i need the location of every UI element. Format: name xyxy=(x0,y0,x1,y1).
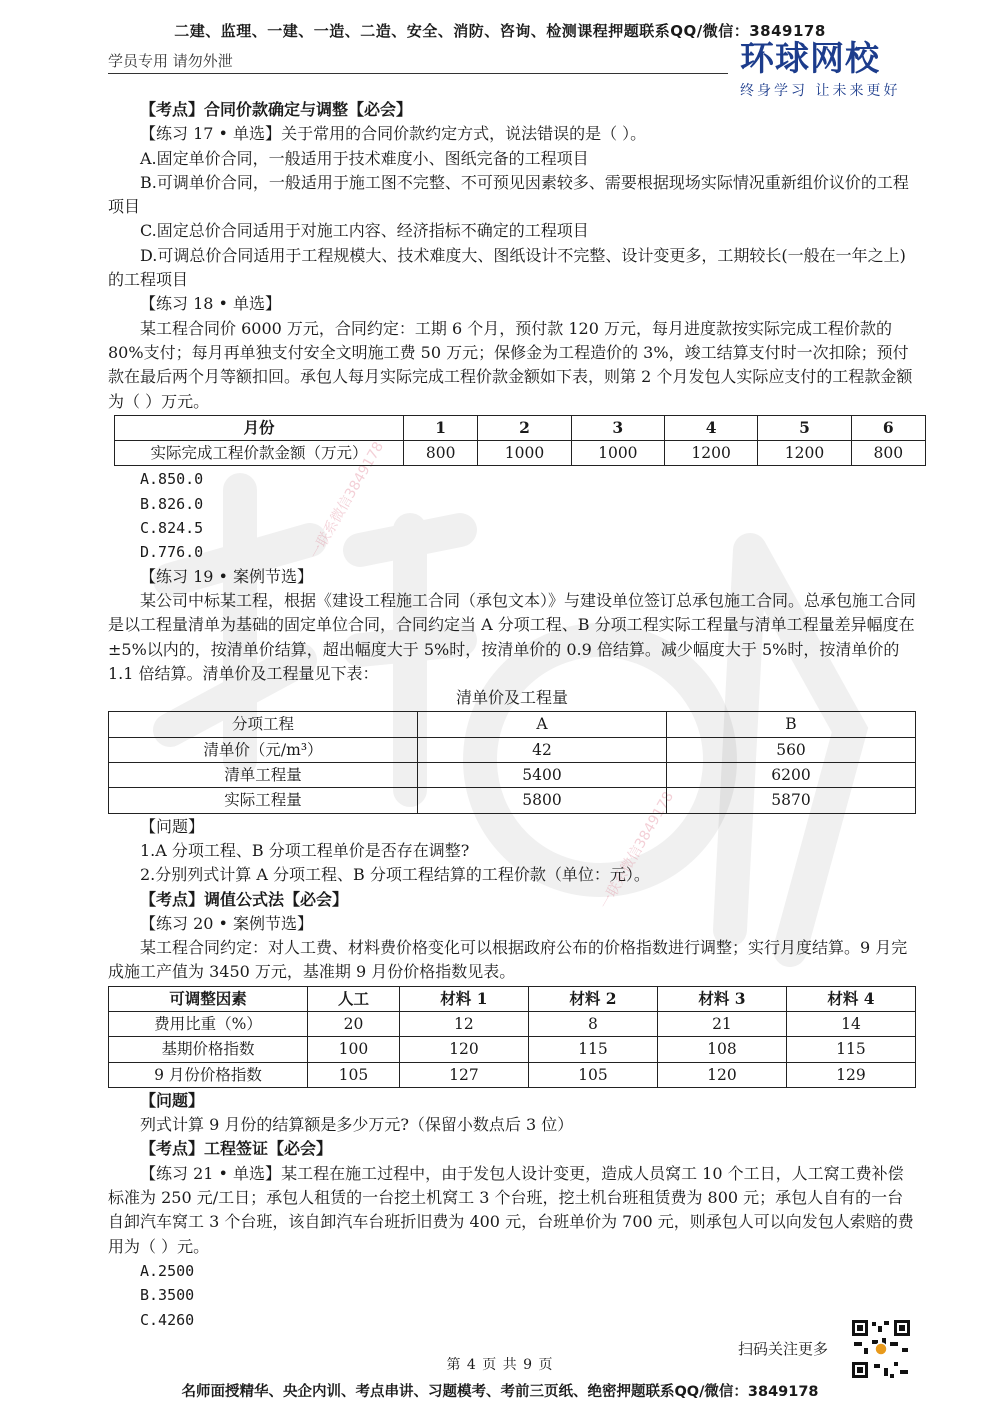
question-label: 【问题】 xyxy=(140,816,205,836)
bottom-banner: 名师面授精华、央企内训、考点串讲、习题模考、考前三页纸、绝密押题联系QQ/微信：3849178 xyxy=(181,1384,819,1400)
top-banner: 二建、监理、一建、一造、二造、安全、消防、咨询、检测课程押题联系QQ/微信：3849178 xyxy=(174,22,826,40)
table-cell: 14 xyxy=(786,1011,915,1036)
table-cell: 月份 xyxy=(115,415,404,440)
table-cell: 1 xyxy=(404,415,478,440)
question-label: 【问题】 xyxy=(140,1090,205,1110)
exercise-18-stem: 某工程合同价 6000 万元，合同约定：工期 6 个月，预付款 120 万元，每月进度款按实际完成工程价款的 80%支付；每月再单独支付安全文明施工费 50 万元；保修金为工程造价的 3%，竣工结算支付时一次扣除；预付款在最后两个月等额扣回。承包人每月实际完成工程价款金额如下表，则第 2 个月发包人实际应支付的工程款金额为（ ）万元。 xyxy=(108,318,913,411)
section-title: 【考点】调值公式法【必会】 xyxy=(140,889,349,909)
table-cell: 实际工程量 xyxy=(109,788,418,813)
table-cell: 材料 4 xyxy=(786,986,915,1011)
table-row xyxy=(109,986,916,1011)
table-cell: 6 xyxy=(851,415,925,440)
table-cell: 1200 xyxy=(758,441,851,466)
table-cell: 1000 xyxy=(478,441,571,466)
payment-table xyxy=(114,415,926,467)
table-cell: 材料 1 xyxy=(399,986,528,1011)
table-cell: 120 xyxy=(657,1062,786,1087)
table-cell: 清单工程量 xyxy=(109,763,418,788)
table-cell: 127 xyxy=(399,1062,528,1087)
table-row xyxy=(109,737,916,762)
table-cell: 8 xyxy=(528,1011,657,1036)
table-cell: 清单价（元/m³） xyxy=(109,737,418,762)
table-cell: 115 xyxy=(528,1037,657,1062)
quantity-table xyxy=(108,711,916,813)
exercise-21-option-b: B.3500 xyxy=(140,1286,195,1305)
exercise-17-option-c: C.固定总价合同适用于对施工内容、经济指标不确定的工程项目 xyxy=(140,221,589,241)
table-cell: 20 xyxy=(308,1011,400,1036)
table-row xyxy=(115,415,926,440)
exercise-21-option-c: C.4260 xyxy=(140,1310,195,1329)
header-divider xyxy=(108,73,728,74)
exercise-question: 关于常用的合同价款约定方式，说法错误的是（ ）。 xyxy=(281,124,647,144)
exercise-19-stem: 某公司中标某工程，根据《建设工程施工合同（承包文本）》与建设单位签订总承包施工合同。总承包施工合同是以工程量清单为基础的固定单位合同，合同约定当 A 分项工程、B 分项工程实际工程量与清单工程量差异幅度在±5%以内的，按清单价结算，超出幅度大于 5%时，按清单价的 0.9 倍结算。减少幅度大于 5%时，按清单价的 1.1 倍结算。清单价及工程量见下表： xyxy=(108,590,917,683)
table-cell: A xyxy=(418,712,667,737)
table-cell: 560 xyxy=(667,737,916,762)
table-cell: 2 xyxy=(478,415,571,440)
table-cell: 42 xyxy=(418,737,667,762)
exercise-17-option-b: B.可调单价合同，一般适用于施工图不完整、不可预见因素较多、需要根据现场实际情况重新组价议价的工程项目 xyxy=(108,172,909,217)
table-cell: 100 xyxy=(308,1037,400,1062)
table-cell: 129 xyxy=(786,1062,915,1087)
table-cell: 基期价格指数 xyxy=(109,1037,308,1062)
table-cell: 可调整因素 xyxy=(109,986,308,1011)
table-row xyxy=(109,1062,916,1087)
exercise-18-option-d: D.776.0 xyxy=(140,543,204,562)
exercise-20-question: 列式计算 9 月份的结算额是多少万元?（保留小数点后 3 位） xyxy=(140,1115,574,1135)
table-cell: 材料 2 xyxy=(528,986,657,1011)
section-title: 【考点】工程签证【必会】 xyxy=(140,1139,333,1159)
section-title: 【考点】合同价款确定与调整【必会】 xyxy=(140,100,413,119)
table-cell: 9 月份价格指数 xyxy=(109,1062,308,1087)
logo-slogan: 终身学习 让未来更好 xyxy=(740,83,901,99)
price-index-table xyxy=(108,986,916,1088)
exercise-18-option-b: B.826.0 xyxy=(140,494,204,513)
table-row xyxy=(109,1037,916,1062)
exercise-20-stem: 某工程合同约定：对人工费、材料费价格变化可以根据政府公布的价格指数进行调整；实行月度结算。9 月完成施工产值为 3450 万元，基准期 9 月份价格指数见表。 xyxy=(108,938,908,982)
table-cell: 1200 xyxy=(664,441,757,466)
table-cell: 12 xyxy=(399,1011,528,1036)
table-row xyxy=(109,763,916,788)
table-caption: 清单价及工程量 xyxy=(455,688,568,708)
table-cell: 1000 xyxy=(571,441,664,466)
exercise-19-question-1: 1.A 分项工程、B 分项工程单价是否存在调整? xyxy=(140,840,470,860)
exercise-17-option-d: D.可调总价合同适用于工程规模大、技术难度大、图纸设计不完整、设计变更多，工期较长(一般在一年之上)的工程项目 xyxy=(108,245,906,290)
table-cell: 21 xyxy=(657,1011,786,1036)
exercise-18-label: 【练习 18 • 单选】 xyxy=(140,294,282,314)
table-row xyxy=(109,1011,916,1036)
exercise-20-label: 【练习 20 • 案例节选】 xyxy=(140,913,314,933)
watermark-text-1: 一联系微信3849178 xyxy=(307,439,388,562)
exercise-18-option-c: C.824.5 xyxy=(140,519,204,538)
table-cell: 800 xyxy=(851,441,925,466)
exercise-19-question-2: 2.分别列式计算 A 分项工程、B 分项工程结算的工程价款（单位：元）。 xyxy=(140,865,650,885)
exercise-21-option-a: A.2500 xyxy=(140,1261,195,1280)
watermark-text-2: 一联系微信3849178 xyxy=(597,789,678,912)
exercise-label: 【练习 17 • 单选】 xyxy=(140,124,282,144)
document-body xyxy=(108,98,916,1332)
table-cell: 分项工程 xyxy=(109,712,418,737)
table-cell: 800 xyxy=(404,441,478,466)
table-cell: 105 xyxy=(528,1062,657,1087)
table-cell: 实际完成工程价款金额（万元） xyxy=(115,441,404,466)
table-cell: 3 xyxy=(571,415,664,440)
qr-note: 扫码关注更多 xyxy=(738,1340,829,1358)
exercise-18-option-a: A.850.0 xyxy=(140,470,204,489)
student-note: 学员专用 请勿外泄 xyxy=(108,52,233,70)
table-cell: 5400 xyxy=(418,763,667,788)
exercise-19-label: 【练习 19 • 案例节选】 xyxy=(140,566,314,586)
brand-logo xyxy=(740,40,920,100)
table-cell: 5 xyxy=(758,415,851,440)
table-cell: 人工 xyxy=(308,986,400,1011)
table-cell: B xyxy=(667,712,916,737)
table-cell: 108 xyxy=(657,1037,786,1062)
table-cell: 5800 xyxy=(418,788,667,813)
exercise-21-stem xyxy=(108,1162,916,1259)
table-cell: 6200 xyxy=(667,763,916,788)
exercise-17-option-a: A.固定单价合同，一般适用于技术难度小、图纸完备的工程项目 xyxy=(140,148,589,168)
table-cell: 材料 3 xyxy=(657,986,786,1011)
table-cell: 4 xyxy=(664,415,757,440)
exercise-question: 某工程在施工过程中，由于发包人设计变更，造成人员窝工 10 个工日，人工窝工费补偿标准为 250 元/工日；承包人租赁的一台挖土机窝工 3 个台班，挖土机台班租赁费为 800 元；承包人自有的一台自卸汽车窝工 3 个台班，该自卸汽车台班折旧费为 400 元，台班单价为 700 元，则承包人可以向发包人索赔的费用为（ ）元。 xyxy=(108,1163,914,1256)
table-cell: 120 xyxy=(399,1037,528,1062)
table-cell: 5870 xyxy=(667,788,916,813)
exercise-17-stem xyxy=(108,122,916,146)
table-cell: 105 xyxy=(308,1062,400,1087)
table-row xyxy=(115,441,926,466)
table-row xyxy=(109,712,916,737)
table-cell: 115 xyxy=(786,1037,915,1062)
exercise-label: 【练习 21 • 单选】 xyxy=(140,1163,282,1183)
logo-text: 环球网校 xyxy=(740,39,880,79)
table-cell: 费用比重（%） xyxy=(109,1011,308,1036)
page-number: 第 4 页 共 9 页 xyxy=(446,1357,554,1373)
table-row xyxy=(109,788,916,813)
